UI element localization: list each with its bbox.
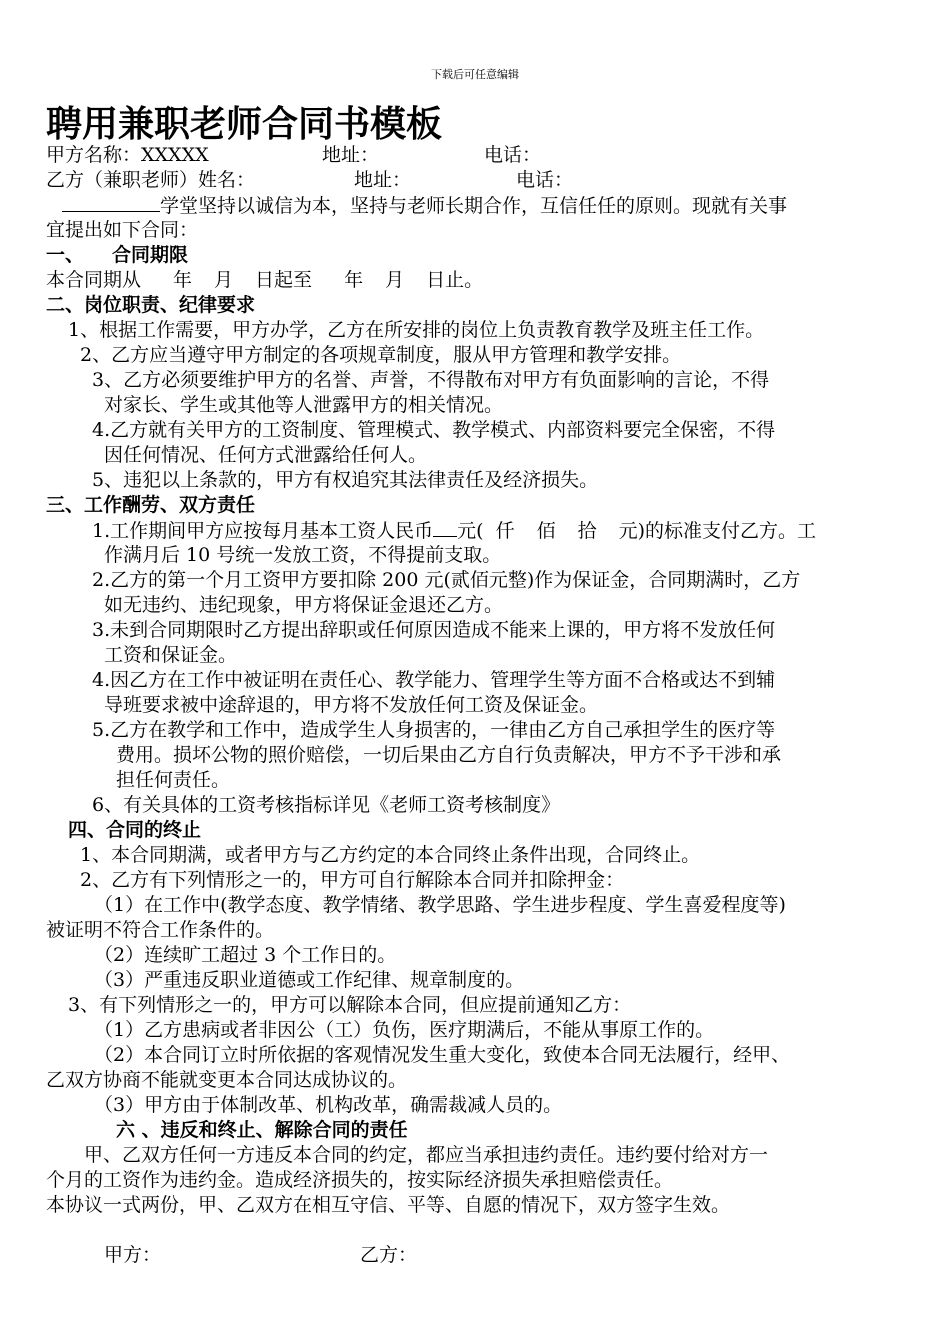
sec6-para-1a: 甲、乙双方任何一方违反本合同的约定，都应当承担违约责任。违约要付给对方一 [84,1144,769,1166]
sec4-item-3-2a: （2）本合同订立时所依据的客观情况发生重大变化，致使本合同无法履行，经甲、 [94,1044,791,1066]
sec3-item-5a: 5.乙方在教学和工作中，造成学生人身损害的，一律由乙方自己承担学生的医疗等 [92,719,776,741]
sec2-item-3a: 3、乙方必须要维护甲方的名誉、声誉，不得散布对甲方有负面影响的言论，不得 [92,369,770,391]
header-note: 下载后可任意编辑 [431,68,519,81]
salary-digit-thousand: 仟 [495,520,515,542]
sec3-item-6: 6、有关具体的工资考核指标详见《老师工资考核制度》 [92,794,561,816]
sec3-item-4a: 4.因乙方在工作中被证明在责任心、教学能力、管理学生等方面不合格或达不到辅 [92,669,776,691]
sec3-item-3a: 3.未到合同期限时乙方提出辞职或任何原因造成不能来上课的，甲方将不发放任何 [92,619,776,641]
sec3-item-1b: 作满月后 10 号统一发放工资，不得提前支取。 [104,544,502,566]
sec4-item-2-3: （3）严重违反职业道德或工作纪律、规章制度的。 [94,969,525,991]
section-3-heading: 三、工作酬劳、双方责任 [46,494,256,516]
sec3-item-4b: 导班要求被中途辞退的，甲方将不发放任何工资及保证金。 [104,694,599,716]
sec4-item-3-1: （1）乙方患病或者非因公（工）负伤，医疗期满后，不能从事原工作的。 [94,1019,715,1041]
sec4-item-2: 2、乙方有下列情形之一的，甲方可自行解除本合同并扣除押金： [80,869,625,891]
sec3-item-2a: 2.乙方的第一个月工资甲方要扣除 200 元(贰佰元整)作为保证金，合同期满时，乙方 [92,569,801,591]
sec3-item-1a [92,518,816,544]
party-b-phone-label: 电话： [516,169,574,191]
party-a-phone-label: 电话： [484,144,542,166]
signature-party-b: 乙方： [360,1244,418,1266]
salary-digit-ten: 拾 [577,520,597,542]
party-b-name-label: 乙方（兼职老师）姓名： [46,169,256,191]
sec3-item-5c: 担任何责任。 [116,769,231,791]
party-b-address-label: 地址： [354,169,412,191]
salary-digit-hundred: 佰 [536,520,556,542]
period-year-2: 年 [344,269,364,291]
period-day-1-to: 日起至 [255,269,313,291]
contract-period-line [46,268,483,293]
signature-party-a: 甲方： [104,1244,162,1266]
sec4-item-3-2b: 乙双方协商不能就变更本合同达成协议的。 [46,1069,408,1091]
party-b-line [46,168,574,193]
salary-text-post: 元)的标准支付乙方。工 [618,520,817,542]
intro-text-1: 学堂坚持以诚信为本，坚持与老师长期合作，互信任任的原则。现就有关事 [160,195,788,217]
section-1-title: 合同期限 [112,244,189,266]
sec4-item-2-1a: （1）在工作中(教学态度、教学情绪、教学思路、学生进步程度、学生喜爱程度等) [94,894,786,916]
sec4-item-3-3: （3）甲方由于体制改革、机构改革，确需裁减人员的。 [94,1094,563,1116]
section-1-heading [46,243,188,268]
section-4-heading: 四、合同的终止 [68,819,202,841]
section-2-heading: 二、岗位职责、纪律要求 [46,294,256,316]
sec6-para-2: 本协议一式两份，甲、乙双方在相互守信、平等、自愿的情况下，双方签字生效。 [46,1194,731,1216]
salary-text-mid: 元( [457,520,484,542]
school-name-blank [62,193,160,212]
intro-line-2: 宜提出如下合同： [46,219,199,241]
party-a-address-label: 地址： [322,144,380,166]
sec2-item-5: 5、违犯以上条款的，甲方有权追究其法律责任及经济损失。 [92,469,599,491]
sec4-item-3: 3、有下列情形之一的，甲方可以解除本合同，但应提前通知乙方： [68,994,632,1016]
salary-amount-blank [433,518,457,537]
sec2-item-4a: 4.乙方就有关甲方的工资制度、管理模式、教学模式、内部资料要完全保密，不得 [92,419,776,441]
sec2-item-4b: 因任何情况、任何方式泄露给任何人。 [104,444,428,466]
sec4-item-2-1b: 被证明不符合工作条件的。 [46,919,275,941]
party-a-name-label: 甲方名称：XXXXX [46,144,209,166]
sec4-item-1: 1、本合同期满，或者甲方与乙方约定的本合同终止条件出现，合同终止。 [80,844,701,866]
period-day-2-end: 日止。 [426,269,484,291]
sec3-item-2b: 如无违约、违纪现象，甲方将保证金退还乙方。 [104,594,504,616]
sec3-item-3b: 工资和保证金。 [104,644,238,666]
sec4-item-2-2: （2）连续旷工超过 3 个工作日的。 [94,944,397,966]
period-month-1: 月 [214,269,234,291]
sec2-item-2: 2、乙方应当遵守甲方制定的各项规章制度，服从甲方管理和教学安排。 [80,344,682,366]
intro-line-1 [62,193,787,219]
period-year-1: 年 [173,269,193,291]
party-a-line [46,143,542,168]
section-1-number: 一、 [46,244,85,266]
period-month-2: 月 [385,269,405,291]
sec2-item-3b: 对家长、学生或其他等人泄露甲方的相关情况。 [104,394,504,416]
sec6-para-1b: 个月的工资作为违约金。造成经济损失的，按实际经济损失承担赔偿责任。 [46,1169,674,1191]
section-6-heading: 六 、违反和终止、解除合同的责任 [116,1119,408,1141]
document-title: 聘用兼职老师合同书模板 [46,104,443,145]
salary-text-pre: 1.工作期间甲方应按每月基本工资人民币 [92,520,434,542]
sec2-item-1: 1、根据工作需要，甲方办学，乙方在所安排的岗位上负责教育教学及班主任工作。 [68,319,765,341]
sec3-item-5b: 费用。损坏公物的照价赔偿，一切后果由乙方自行负责解决，甲方不予干涉和承 [116,744,782,766]
period-from: 本合同期从 [46,269,142,291]
